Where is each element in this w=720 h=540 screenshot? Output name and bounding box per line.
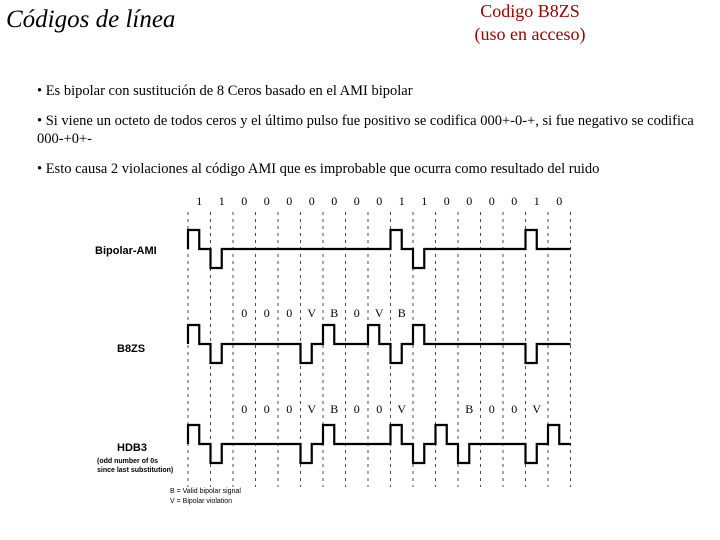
bit-label: 0 (443, 194, 450, 208)
bit-label: 0 (286, 194, 293, 208)
code-label: V (532, 402, 542, 416)
code-label: 0 (353, 402, 360, 416)
bit-label: 0 (466, 194, 473, 208)
bit-label: 0 (511, 194, 518, 208)
code-label: V (307, 306, 317, 320)
code-label: 0 (376, 402, 383, 416)
code-label: V (397, 402, 407, 416)
waveform-hdb3 (188, 425, 571, 463)
bit-sequence (196, 194, 562, 208)
hdb3-subname-line-1: (odd number of 0s (97, 458, 159, 465)
bit-label: 0 (263, 194, 270, 208)
waveform-b8zs (188, 325, 571, 363)
code-label: B (330, 306, 339, 320)
legend-line-1: B = Valid bipolar signal (170, 488, 241, 495)
bullet-item: • Es bipolar con sustitución de 8 Ceros basado en el AMI bipolar (37, 83, 413, 99)
code-label: 0 (241, 402, 248, 416)
code-label: 0 (263, 306, 270, 320)
bit-label: 0 (308, 194, 315, 208)
code-label: B (397, 306, 406, 320)
bit-label: 1 (218, 194, 225, 208)
code-label: 0 (488, 402, 495, 416)
hdb3-subname-line-2: since last substitution) (97, 467, 174, 474)
code-label: B (330, 402, 339, 416)
bit-label: 1 (398, 194, 405, 208)
subtitle-line-2: (uso en acceso) (474, 24, 586, 44)
bit-label: 0 (556, 194, 563, 208)
bit-label: 0 (331, 194, 338, 208)
bullet-item: • Si viene un octeto de todos ceros y el último pulso fue positivo se codifica 000+-0-+, si fue negativo se codifica 000-+0+- (37, 113, 694, 147)
code-label: 0 (286, 402, 293, 416)
bit-label: 0 (353, 194, 360, 208)
code-label: B (465, 402, 474, 416)
code-label: 0 (286, 306, 293, 320)
page-title: Códigos de línea (6, 6, 176, 33)
code-label: 0 (511, 402, 518, 416)
signal-labels (95, 245, 173, 474)
waveforms (188, 230, 571, 463)
code-label: 0 (263, 402, 270, 416)
bit-label: 1 (421, 194, 428, 208)
bit-label: 1 (196, 194, 203, 208)
subtitle-line-1: Codigo B8ZS (480, 1, 580, 21)
bit-label: 1 (533, 194, 540, 208)
waveform-bipolar-ami (188, 230, 571, 268)
code-label: V (374, 306, 384, 320)
code-label: 0 (353, 306, 360, 320)
bit-label: 0 (488, 194, 495, 208)
bit-grid (188, 212, 571, 487)
signal-label-b8zs: B8ZS (117, 343, 146, 355)
signal-label-hdb3: HDB3 (117, 442, 147, 454)
bullet-item: • Esto causa 2 violaciones al código AMI que es improbable que ocurra como resultado del ruido (37, 161, 600, 177)
legend-line-2: V = Bipolar violation (170, 498, 233, 505)
code-label: V (307, 402, 317, 416)
signal-label-ami: Bipolar-AMI (95, 245, 157, 257)
bit-label: 0 (241, 194, 248, 208)
diagram-legend (170, 488, 241, 505)
code-label: 0 (241, 306, 248, 320)
bit-label: 0 (376, 194, 383, 208)
